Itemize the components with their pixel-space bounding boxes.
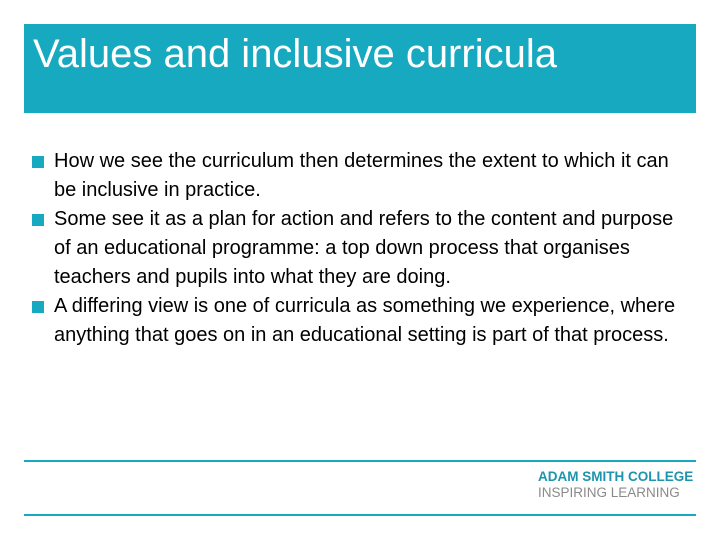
footer-bottom-rule (24, 514, 696, 516)
bullet-text: How we see the curriculum then determines the extent to which it can be inclusive in practice. (54, 150, 669, 201)
bullet-item (32, 205, 692, 292)
slide-title: Values and inclusive curricula (33, 32, 557, 76)
square-bullet-icon (32, 214, 44, 226)
title-bar (24, 24, 696, 113)
square-bullet-icon (32, 301, 44, 313)
bullet-item (32, 147, 692, 205)
square-bullet-icon (32, 156, 44, 168)
bullet-item (32, 292, 692, 350)
college-logo (538, 469, 694, 501)
bullet-list (32, 147, 692, 350)
footer-top-rule (24, 460, 696, 462)
bullet-text: A differing view is one of curricula as something we experience, where anything that goes on in an educational setting is part of that process. (54, 295, 676, 346)
logo-college-name: ADAM SMITH COLLEGE (538, 469, 694, 484)
logo-tagline: INSPIRING LEARNING (538, 485, 680, 500)
bullet-text: Some see it as a plan for action and refers to the content and purpose of an educational programme: a top down process that organises teachers and pupils into what they are doing. (54, 208, 674, 288)
